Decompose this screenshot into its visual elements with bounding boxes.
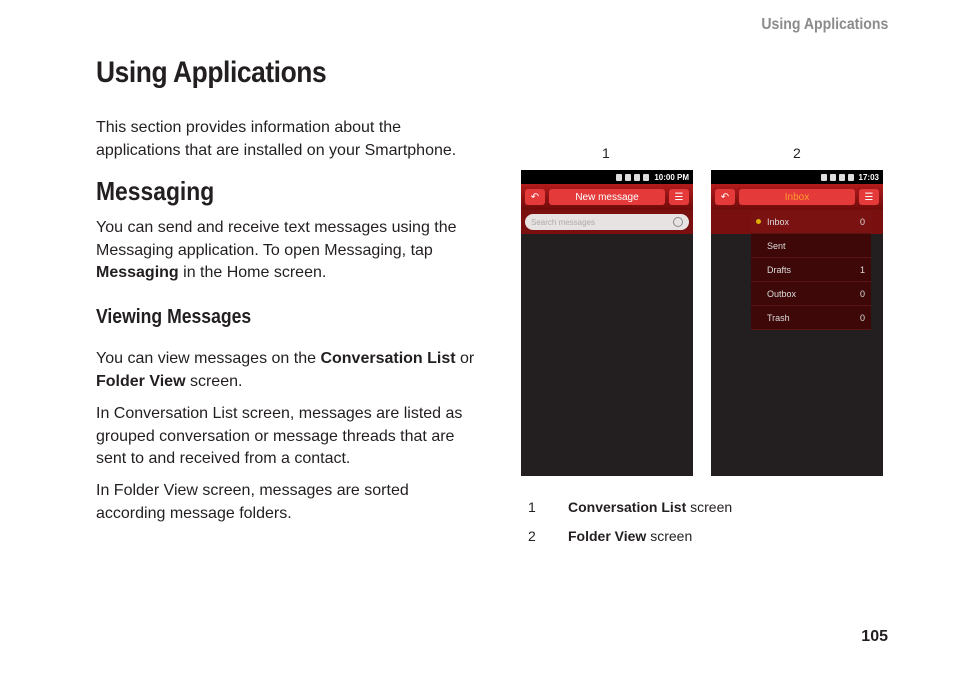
text-run: You can view messages on the <box>96 350 321 367</box>
back-icon[interactable]: ↶ <box>525 189 545 205</box>
folder-count: 0 <box>859 312 865 323</box>
page-number: 105 <box>861 628 888 645</box>
caption-text: screen <box>686 499 733 515</box>
folder-dropdown <box>751 210 871 330</box>
status-time: 10:00 PM <box>654 172 689 182</box>
folder-selector[interactable]: Inbox <box>739 189 855 205</box>
figure-caption-1 <box>528 499 732 515</box>
folder-count: 0 <box>859 288 865 299</box>
title-bar <box>521 184 693 210</box>
back-icon[interactable]: ↶ <box>715 189 735 205</box>
signal-icon <box>839 174 845 181</box>
search-placeholder: Search messages <box>531 217 596 227</box>
folder-name: Outbox <box>767 288 797 299</box>
text-run: You can send and receive text messages using the Messaging application. To open Messaging, tap <box>96 219 457 259</box>
viewing-paragraph-2: In Conversation List screen, messages are listed as grouped conversation or message threads that are sent to and received from a contact. <box>96 405 463 467</box>
status-bar <box>521 170 693 184</box>
bold-term: Conversation List <box>320 350 456 367</box>
signal-icon <box>634 174 640 181</box>
folder-item-inbox[interactable] <box>751 210 871 234</box>
caption-number: 1 <box>528 499 536 515</box>
figure-caption-2 <box>528 528 692 544</box>
status-icon <box>821 174 827 181</box>
status-icon <box>830 174 836 181</box>
status-bar <box>711 170 883 184</box>
page-title: Using Applications <box>96 56 327 89</box>
folder-item-outbox[interactable] <box>751 282 871 306</box>
search-row <box>521 210 693 234</box>
battery-icon <box>643 174 649 181</box>
title-bar <box>711 184 883 210</box>
section-title-messaging: Messaging <box>96 176 215 206</box>
caption-term: Folder View <box>568 528 647 544</box>
folder-view-screenshot <box>711 170 883 476</box>
folder-name: Sent <box>767 240 786 251</box>
caption-term: Conversation List <box>568 499 687 515</box>
text-run: or <box>455 350 475 367</box>
menu-icon[interactable]: ☰ <box>669 189 689 205</box>
conversation-list-screenshot <box>521 170 693 476</box>
subsection-title-viewing: Viewing Messages <box>96 306 252 328</box>
status-icon <box>616 174 622 181</box>
search-input[interactable] <box>525 214 689 230</box>
folder-name: Trash <box>767 312 790 323</box>
battery-icon <box>848 174 854 181</box>
folder-name: Inbox <box>767 216 790 227</box>
folder-item-sent[interactable] <box>751 234 871 258</box>
folder-name: Drafts <box>767 264 792 275</box>
running-header: Using Applications <box>761 16 888 33</box>
messaging-paragraph <box>96 217 476 285</box>
callout-1: 1 <box>602 145 610 161</box>
callout-2: 2 <box>793 145 801 161</box>
new-message-button[interactable]: New message <box>549 189 665 205</box>
folder-count: 0 <box>859 216 865 227</box>
viewing-paragraph-1 <box>96 348 476 393</box>
status-time: 17:03 <box>858 172 879 182</box>
selected-dot-icon <box>756 219 761 224</box>
bold-term: Folder View <box>96 372 186 390</box>
caption-text: screen <box>646 528 693 544</box>
caption-number: 2 <box>528 528 536 544</box>
text-run: screen. <box>185 372 243 390</box>
status-icon <box>625 174 631 181</box>
folder-count: 1 <box>859 264 865 275</box>
folder-item-drafts[interactable] <box>751 258 871 282</box>
intro-paragraph: This section provides information about the applications that are installed on your Smartphone. <box>96 119 457 159</box>
search-icon <box>673 217 683 227</box>
text-run: in the Home screen. <box>178 264 327 281</box>
menu-icon[interactable]: ☰ <box>859 189 879 205</box>
viewing-paragraph-3: In Folder View screen, messages are sorted according message folders. <box>96 482 409 522</box>
bold-term: Messaging <box>96 264 179 281</box>
folder-item-trash[interactable] <box>751 306 871 330</box>
